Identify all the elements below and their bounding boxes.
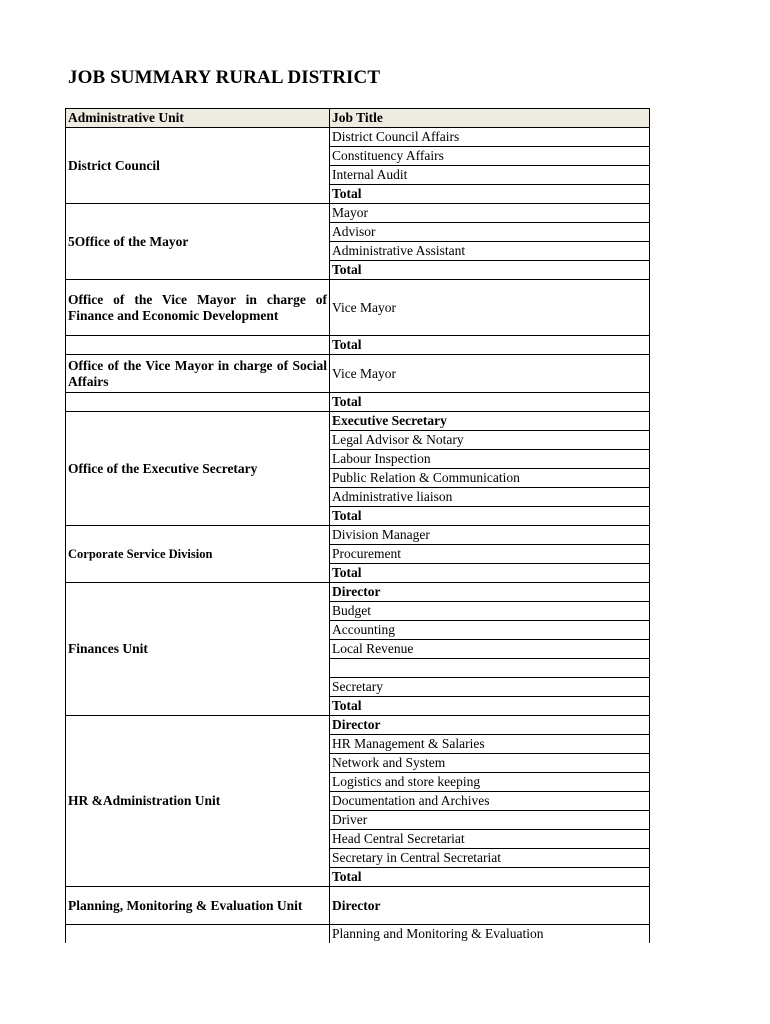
unit-office-of-mayor: 5Office of the Mayor — [66, 204, 330, 280]
header-administrative-unit: Administrative Unit — [66, 109, 330, 128]
job-cell: Local Revenue — [330, 640, 650, 659]
job-cell: Vice Mayor — [330, 280, 650, 336]
page-title: JOB SUMMARY RURAL DISTRICT — [68, 67, 381, 88]
job-cell: Mayor — [330, 204, 650, 223]
job-cell: Vice Mayor — [330, 355, 650, 393]
job-cell: Constituency Affairs — [330, 147, 650, 166]
job-cell: Administrative liaison — [330, 488, 650, 507]
job-cell: Administrative Assistant — [330, 242, 650, 261]
job-cell: Public Relation & Communication — [330, 469, 650, 488]
job-cell: Driver — [330, 811, 650, 830]
total-cell: Total — [330, 697, 650, 716]
total-cell: Total — [330, 393, 650, 412]
table-row — [66, 128, 650, 147]
table-row — [66, 355, 650, 393]
job-cell: Director — [330, 583, 650, 602]
job-cell: Secretary in Central Secretariat — [330, 849, 650, 868]
empty-unit-cell — [66, 393, 330, 412]
job-cell: Executive Secretary — [330, 412, 650, 431]
table-row — [66, 887, 650, 925]
unit-executive-secretary: Office of the Executive Secretary — [66, 412, 330, 526]
unit-planning-monitoring: Planning, Monitoring & Evaluation Unit — [66, 887, 330, 925]
header-job-title: Job Title — [330, 109, 650, 128]
unit-vice-mayor-social: Office of the Vice Mayor in charge of Social Affairs — [66, 355, 330, 393]
job-cell: Division Manager — [330, 526, 650, 545]
job-cell: Director — [330, 716, 650, 735]
table-row — [66, 412, 650, 431]
job-cell: Advisor — [330, 223, 650, 242]
unit-finances: Finances Unit — [66, 583, 330, 716]
unit-vice-mayor-finance: Office of the Vice Mayor in charge of Finance and Economic Development — [66, 280, 330, 336]
job-cell: Procurement — [330, 545, 650, 564]
table-header-row — [66, 109, 650, 128]
job-cell: Secretary — [330, 678, 650, 697]
job-cell: Documentation and Archives — [330, 792, 650, 811]
job-cell: Logistics and store keeping — [330, 773, 650, 792]
job-cell: Network and System — [330, 754, 650, 773]
empty-unit-cell — [66, 336, 330, 355]
job-cell: Legal Advisor & Notary — [330, 431, 650, 450]
table-row — [66, 280, 650, 336]
table-row — [66, 393, 650, 412]
job-cell: HR Management & Salaries — [330, 735, 650, 754]
total-cell: Total — [330, 868, 650, 887]
unit-hr-administration: HR &Administration Unit — [66, 716, 330, 887]
job-cell: Budget — [330, 602, 650, 621]
job-cell: Planning and Monitoring & Evaluation — [330, 925, 650, 944]
unit-district-council: District Council — [66, 128, 330, 204]
job-summary-table — [65, 108, 650, 943]
table-row — [66, 204, 650, 223]
unit-corporate-service: Corporate Service Division — [66, 526, 330, 583]
job-cell: Accounting — [330, 621, 650, 640]
table-row — [66, 716, 650, 735]
total-cell: Total — [330, 507, 650, 526]
job-cell-empty — [330, 659, 650, 678]
total-cell: Total — [330, 564, 650, 583]
table-row — [66, 336, 650, 355]
job-cell: Head Central Secretariat — [330, 830, 650, 849]
empty-unit-cell — [66, 925, 330, 944]
job-cell: District Council Affairs — [330, 128, 650, 147]
job-cell: Internal Audit — [330, 166, 650, 185]
total-cell: Total — [330, 185, 650, 204]
job-cell: Director — [330, 887, 650, 925]
table-row — [66, 925, 650, 944]
total-cell: Total — [330, 336, 650, 355]
table-row — [66, 583, 650, 602]
job-cell: Labour Inspection — [330, 450, 650, 469]
total-cell: Total — [330, 261, 650, 280]
table-row — [66, 526, 650, 545]
